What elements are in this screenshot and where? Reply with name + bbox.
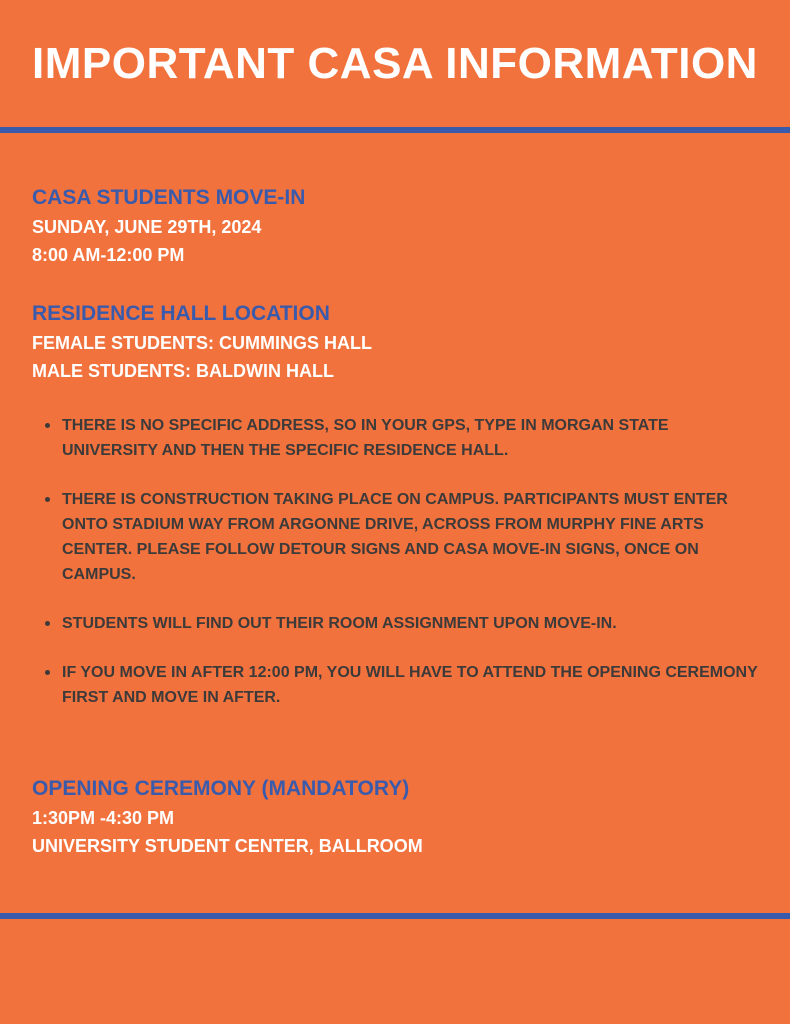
residence-heading: RESIDENCE HALL LOCATION — [32, 302, 330, 325]
note-item-late-move-in: IF YOU MOVE IN AFTER 12:00 PM, YOU WILL HAVE TO ATTEND THE OPENING CEREMONY FIRST AND MOVE IN AFTER. — [62, 660, 762, 710]
ceremony-time: 1:30PM -4:30 PM — [32, 808, 175, 828]
note-item-construction: THERE IS CONSTRUCTION TAKING PLACE ON CAMPUS. PARTICIPANTS MUST ENTER ONTO STADIUM WAY FROM ARGONNE DRIVE, ACROSS FROM MURPHY FINE ARTS CENTER. PLEASE FOLLOW DETOUR SIGNS AND CASA MOVE-IN SIGNS, ONCE ON CAMPUS. — [62, 487, 762, 587]
ceremony-section — [32, 774, 772, 860]
move-in-notes — [62, 413, 762, 734]
move-in-date: SUNDAY, JUNE 29TH, 2024 — [32, 217, 262, 237]
page-title: IMPORTANT CASA INFORMATION — [32, 39, 758, 88]
move-in-time: 8:00 AM-12:00 PM — [32, 245, 185, 265]
ceremony-heading: OPENING CEREMONY (MANDATORY) — [32, 777, 410, 800]
note-item-gps: THERE IS NO SPECIFIC ADDRESS, SO IN YOUR GPS, TYPE IN MORGAN STATE UNIVERSITY AND THEN THE SPECIFIC RESIDENCE HALL. — [62, 413, 762, 463]
move-in-section — [32, 183, 772, 269]
ceremony-location: UNIVERSITY STUDENT CENTER, BALLROOM — [32, 836, 423, 856]
male-hall: MALE STUDENTS: BALDWIN HALL — [32, 361, 334, 381]
top-divider — [0, 127, 790, 133]
female-hall: FEMALE STUDENTS: CUMMINGS HALL — [32, 333, 372, 353]
residence-section — [32, 299, 772, 385]
bottom-divider — [0, 913, 790, 919]
move-in-heading: CASA STUDENTS MOVE-IN — [32, 186, 306, 209]
note-item-room-assignment: STUDENTS WILL FIND OUT THEIR ROOM ASSIGNMENT UPON MOVE-IN. — [62, 611, 762, 636]
